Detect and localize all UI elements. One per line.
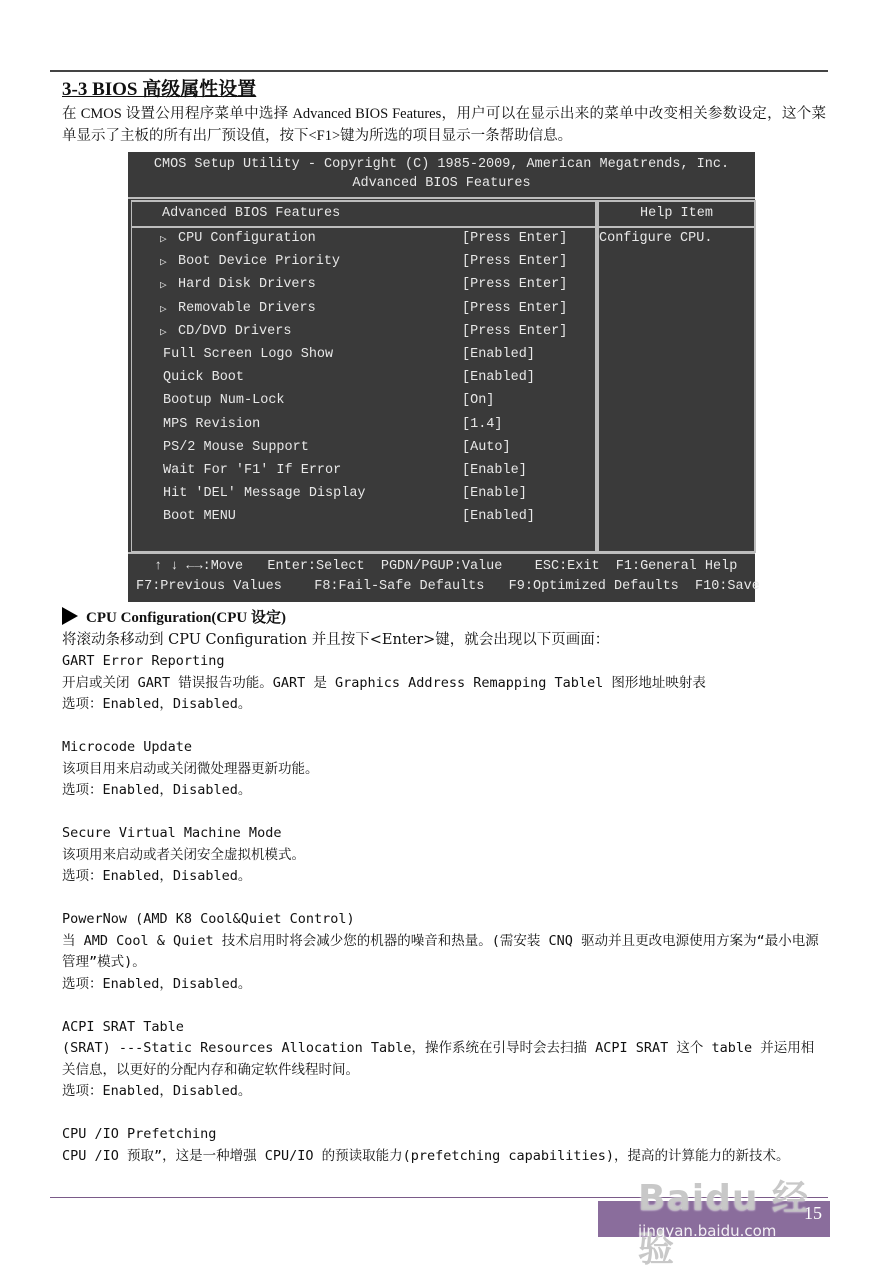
bios-item: [132, 323, 595, 346]
bios-item-label: Boot Device Priority: [178, 254, 341, 270]
bios-item: [132, 508, 595, 531]
cpu-entry: [62, 823, 826, 909]
bios-item-label: PS/2 Mouse Support: [163, 439, 309, 455]
bios-item-label: Removable Drivers: [178, 300, 316, 316]
section-intro: 在 CMOS 设置公用程序菜单中选择 Advanced BIOS Features，用户可以在显示出来的菜单中改变相关参数设定，这个菜单显示了主板的所有出厂预设值，按下<F1>键为所选的项目显示一条帮助信息。: [62, 106, 826, 144]
bios-item-value: [1.4]: [462, 416, 503, 432]
bios-item-value: [Auto]: [462, 439, 511, 455]
bios-item-value: [Enabled]: [462, 370, 535, 386]
bios-screenshot: [128, 152, 760, 602]
cpu-entry: [62, 651, 826, 737]
bios-item: [132, 439, 595, 462]
triangle-bullet-icon: [62, 607, 78, 625]
divider: [132, 226, 595, 228]
bios-items-list: [132, 230, 595, 531]
bios-item-label: Hard Disk Drivers: [178, 277, 316, 293]
cpu-entry-description: CPU /IO 预取”，这是一种增强 CPU/IO 的预读取能力(prefetching capabilities)，提高的计算能力的新技术。: [62, 1147, 790, 1164]
bios-main-panel-title: Advanced BIOS Features: [162, 206, 341, 221]
cpu-entry-name: CPU /IO Prefetching: [62, 1126, 217, 1142]
bios-item: [132, 276, 595, 299]
cpu-entry-description: 该项用来启动或者关闭安全虚拟机模式。: [62, 846, 305, 863]
bios-item-value: [Press Enter]: [462, 323, 568, 339]
cpu-configuration-heading: [62, 607, 826, 630]
cpu-entry-name: ACPI SRAT Table: [62, 1018, 184, 1035]
bios-header: [128, 152, 755, 199]
cpu-entry: [62, 1124, 826, 1167]
bios-main-panel: [131, 200, 597, 553]
bios-item-value: [Press Enter]: [462, 300, 568, 316]
bios-help-panel: [597, 200, 756, 553]
submenu-arrow-icon: ▷: [160, 326, 167, 339]
bios-item: [132, 392, 595, 415]
cpu-entry-options: 选项：Enabled，Disabled。: [62, 1083, 252, 1099]
bios-item-value: [Press Enter]: [462, 231, 568, 246]
bios-item-value: [Press Enter]: [462, 254, 568, 270]
cpu-entry: [62, 909, 826, 1017]
bios-item-label: Hit 'DEL' Message Display: [163, 486, 366, 502]
bios-key-legend-line2: F7:Previous Values F8:Fail-Safe Defaults F9:Optimized Defaults F10:Save: [136, 579, 760, 594]
bios-item: [132, 300, 595, 323]
divider: [599, 226, 754, 228]
cpu-entry-description: 开启或关闭 GART 错误报告功能。GART 是 Graphics Address Remapping Tablel 图形地址映射表: [62, 674, 706, 691]
cpu-entry-name: GART Error Reporting: [62, 653, 225, 669]
watermark-url: jingyan.baidu.com: [638, 1222, 777, 1240]
bios-item-label: MPS Revision: [163, 416, 261, 432]
section-title: 3-3 BIOS 高级属性设置: [62, 79, 257, 100]
bios-item: [132, 462, 595, 485]
submenu-arrow-icon: ▷: [160, 280, 167, 293]
cpu-entry-name: PowerNow (AMD K8 Cool&Quiet Control): [62, 911, 355, 927]
bios-key-legend: [128, 552, 760, 604]
bios-item: [132, 369, 595, 392]
baidu-jingyan-watermark: [630, 1170, 830, 1270]
bios-header-page-title: Advanced BIOS Features: [352, 176, 531, 191]
cpu-configuration-heading-text: CPU Configuration(CPU 设定): [86, 610, 286, 626]
bios-item: [132, 416, 595, 439]
bios-item-label: Full Screen Logo Show: [163, 346, 334, 362]
bios-help-text: Configure CPU.: [599, 231, 713, 246]
cpu-configuration-section: [62, 607, 826, 1167]
page-number: 15: [804, 1203, 822, 1223]
cpu-entry: [62, 1017, 826, 1125]
bios-item-label: Boot MENU: [163, 509, 236, 525]
cpu-entries-list: [62, 651, 826, 1167]
top-rule: [50, 70, 828, 72]
bios-item-label: CD/DVD Drivers: [178, 323, 292, 339]
cpu-entry-description: 该项目用来启动或关闭微处理器更新功能。: [62, 760, 319, 777]
bios-item-label: CPU Configuration: [178, 231, 316, 246]
bios-item-value: [Enabled]: [462, 346, 535, 362]
cpu-entry-options: 选项：Enabled，Disabled。: [62, 975, 252, 992]
bios-item: [132, 253, 595, 276]
bios-item: [132, 346, 595, 369]
bios-item-value: [Press Enter]: [462, 277, 568, 293]
cpu-entry-options: 选项：Enabled，Disabled。: [62, 868, 252, 884]
bios-item-value: [Enable]: [462, 486, 527, 502]
watermark-logo: Baidu 经验: [638, 1178, 810, 1270]
cpu-entry-name: Microcode Update: [62, 739, 193, 755]
bios-item: [132, 230, 595, 253]
submenu-arrow-icon: ▷: [160, 303, 167, 316]
bios-item: [132, 485, 595, 508]
bios-item-label: Quick Boot: [163, 370, 245, 386]
bios-item-value: [Enabled]: [462, 509, 535, 525]
cpu-configuration-intro: 将滚动条移动到 CPU Configuration 并且按下<Enter>键，就会出现以下页画面：: [62, 631, 610, 648]
cpu-entry-description: (SRAT) ---Static Resources Allocation Table，操作系统在引导时会去扫描 ACPI SRAT 这个 table 并运用相关信息，以更好的分配内存和确定软件线程时间。: [62, 1040, 815, 1078]
cpu-entry-options: 选项：Enabled，Disabled。: [62, 782, 252, 798]
bios-item-label: Bootup Num-Lock: [163, 393, 285, 409]
bios-item-value: [Enable]: [462, 462, 527, 478]
submenu-arrow-icon: ▷: [160, 257, 167, 270]
bios-key-legend-line1: ↑ ↓ ←→:Move Enter:Select PGDN/PGUP:Value ESC:Exit F1:General Help: [154, 559, 738, 574]
cpu-entry-options: 选项：Enabled，Disabled。: [62, 696, 252, 712]
cpu-entry-description: 当 AMD Cool & Quiet 技术启用时将会减少您的机器的噪音和热量。(需安装 CNQ 驱动并且更改电源使用方案为“最小电源管理”模式)。: [62, 932, 819, 970]
bios-header-copyright: CMOS Setup Utility - Copyright (C) 1985-2009, American Megatrends, Inc.: [153, 157, 730, 172]
cpu-entry: [62, 737, 826, 823]
cpu-entry-name: Secure Virtual Machine Mode: [62, 825, 282, 841]
submenu-arrow-icon: ▷: [160, 234, 167, 246]
bios-item-label: Wait For 'F1' If Error: [163, 462, 342, 478]
bios-help-title: Help Item: [640, 206, 713, 221]
bios-item-value: [On]: [462, 393, 495, 409]
